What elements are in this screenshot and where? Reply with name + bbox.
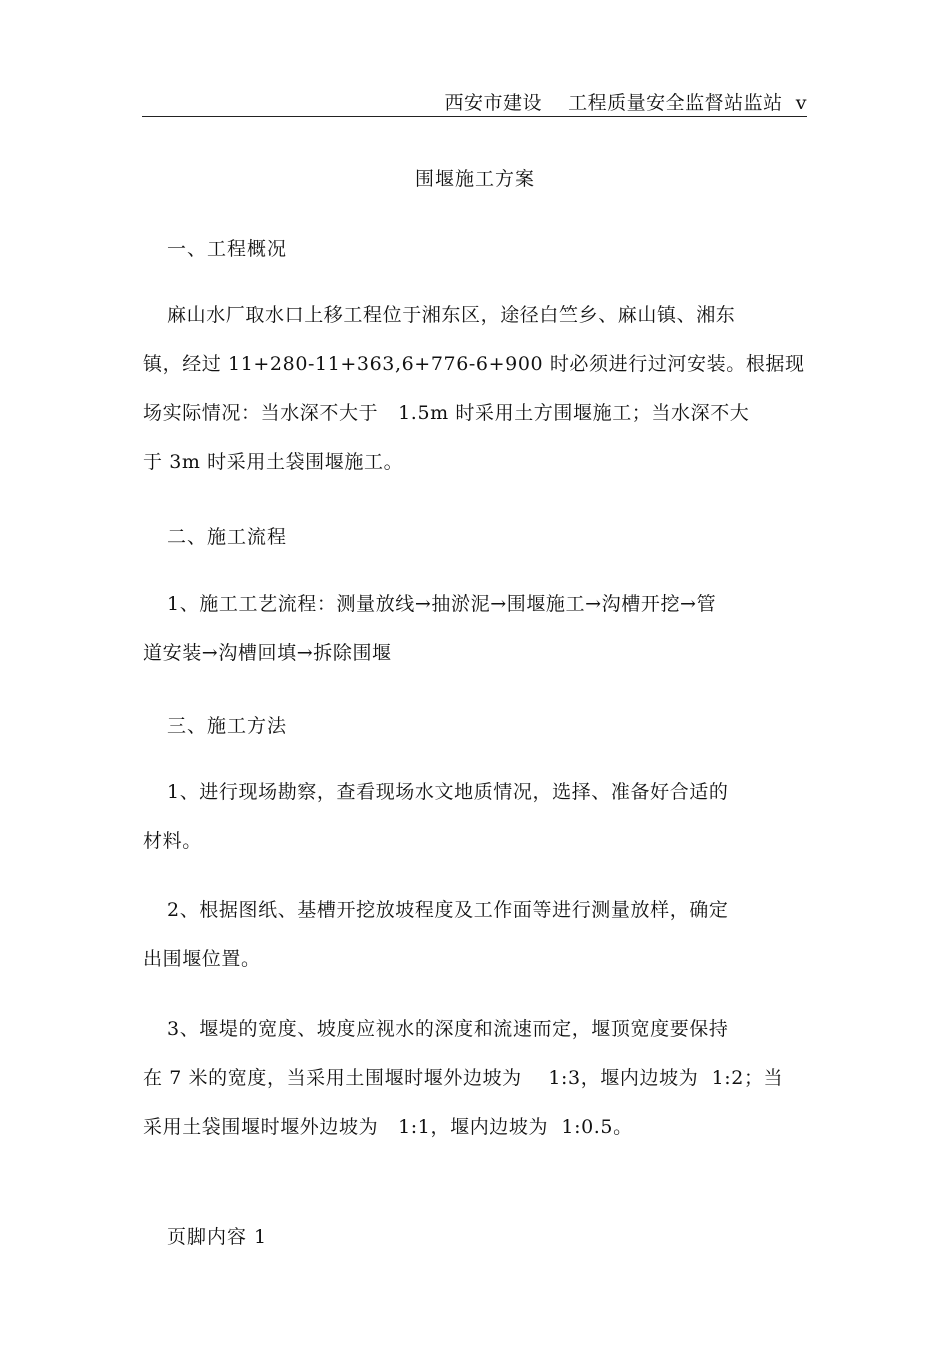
paragraph-method-3 — [143, 1005, 813, 1152]
section-heading-overview: 一、工程概况 — [167, 238, 288, 260]
text-line: 出围堰位置。 — [143, 948, 261, 970]
text-line: 1、施工工艺流程：测量放线→抽淤泥→围堰施工→沟槽开挖→管 — [167, 593, 717, 615]
text-line: 2、根据图纸、基槽开挖放坡程度及工作面等进行测量放样，确定 — [167, 899, 729, 921]
section-heading-process: 二、施工流程 — [167, 526, 288, 548]
text-line: 道安装→沟槽回填→拆除围堰 — [143, 642, 392, 664]
paragraph-overview — [143, 291, 813, 487]
text-line: 在 7 米的宽度，当采用土围堰时堰外边坡为 1:3，堰内边坡为 1:2；当 — [143, 1067, 784, 1089]
document-title: 围堰施工方案 — [414, 168, 535, 190]
text-line: 镇，经过 11+280-11+363,6+776-6+900 时必须进行过河安装。根据现 — [143, 353, 805, 375]
paragraph-method-2 — [143, 886, 813, 984]
text-line: 材料。 — [143, 830, 202, 852]
paragraph-process — [143, 580, 813, 678]
text-line: 麻山水厂取水口上移工程位于湘东区，途径白竺乡、麻山镇、湘东 — [167, 304, 736, 326]
text-line: 场实际情况：当水深不大于 1.5m 时采用土方围堰施工；当水深不大 — [143, 402, 750, 424]
page-header — [142, 86, 807, 117]
page-footer: 页脚内容 1 — [167, 1226, 268, 1248]
text-line: 采用土袋围堰时堰外边坡为 1:1，堰内边坡为 1:0.5。 — [143, 1116, 633, 1138]
text-line: 3、堰堤的宽度、坡度应视水的深度和流速而定，堰顶宽度要保持 — [167, 1018, 729, 1040]
paragraph-method-1 — [143, 768, 813, 866]
text-line: 于 3m 时采用土袋围堰施工。 — [143, 451, 404, 473]
text-line: 1、进行现场勘察，查看现场水文地质情况，选择、准备好合适的 — [167, 781, 729, 803]
header-text: 西安市建设 工程质量安全监督站监站 v — [444, 92, 807, 114]
section-heading-method: 三、施工方法 — [167, 715, 288, 737]
